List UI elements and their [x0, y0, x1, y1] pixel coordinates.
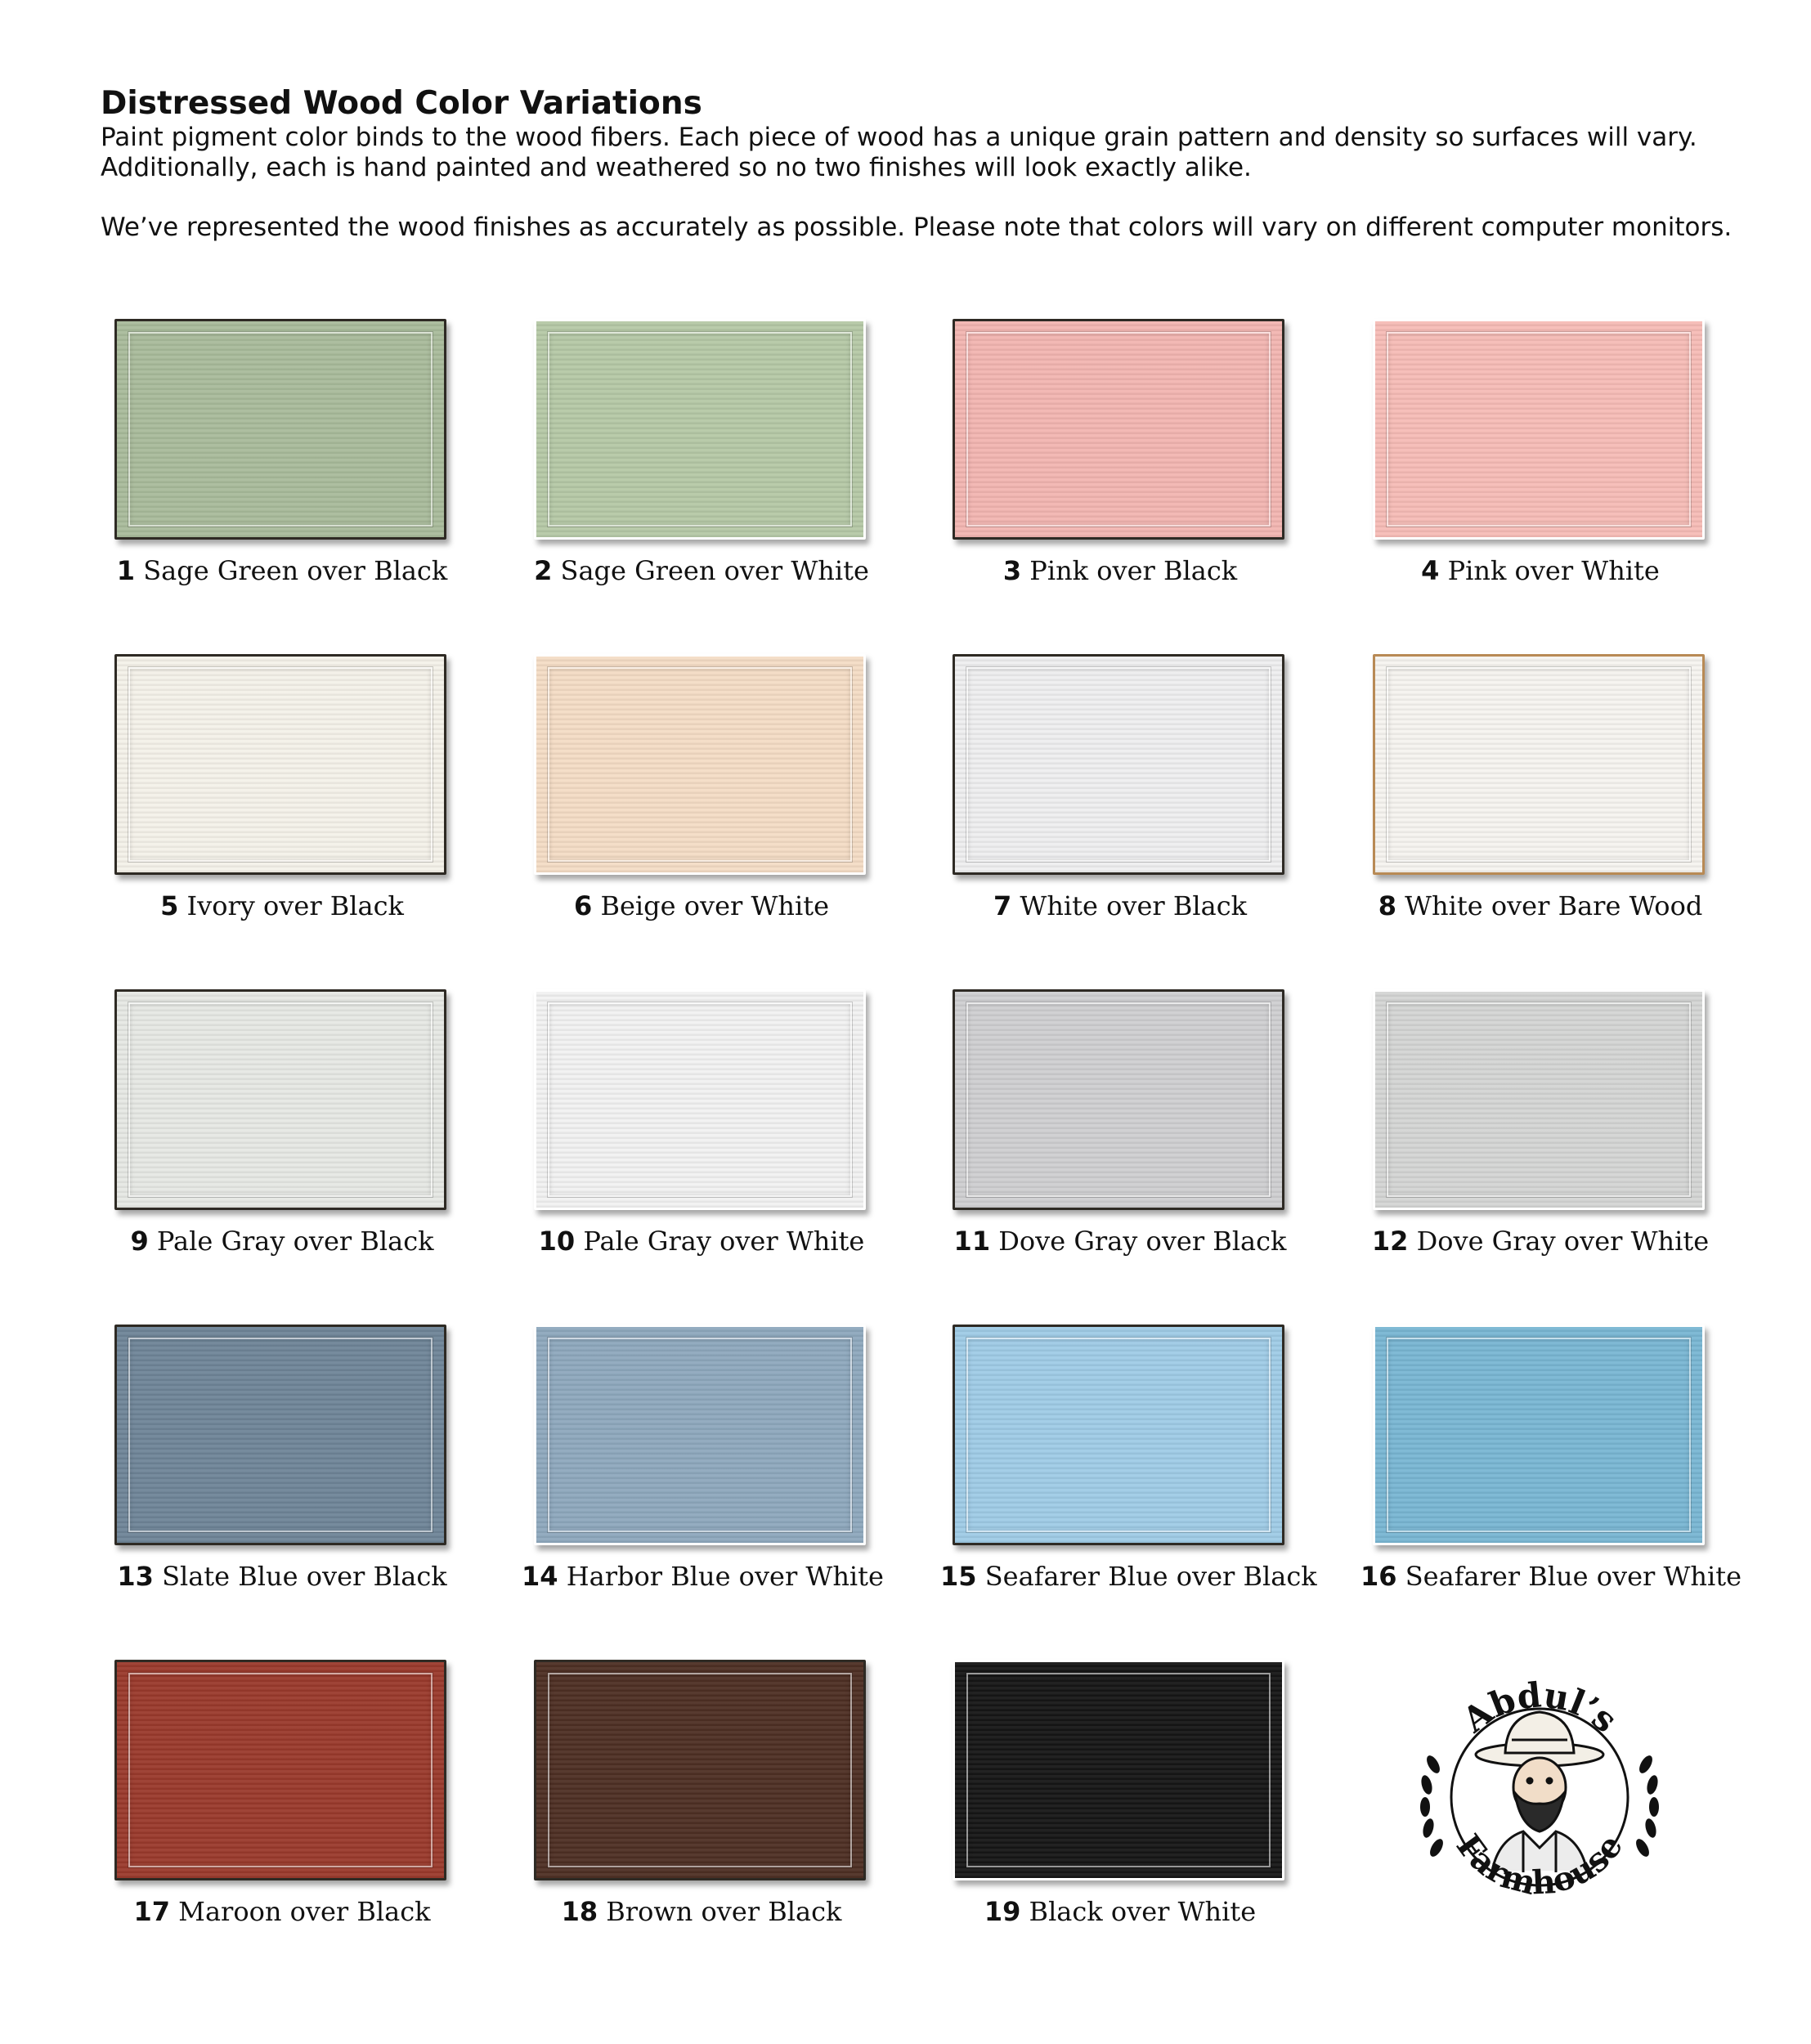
swatch-label [522, 1896, 881, 1927]
swatch-name: Black over White [1029, 1896, 1257, 1927]
swatch-card [102, 1660, 446, 1930]
swatch-number: 2 [534, 555, 553, 586]
swatch-name: Slate Blue over Black [162, 1561, 447, 1592]
swatch-label [522, 555, 881, 586]
swatch-card [102, 1325, 446, 1594]
swatch-name: Pink over White [1447, 555, 1660, 586]
swatch-card [522, 654, 865, 924]
swatch-name: Harbor Blue over White [566, 1561, 884, 1592]
swatch-card [522, 319, 869, 589]
swatch-name: Pink over Black [1029, 555, 1238, 586]
intro-text: Paint pigment color binds to the wood fibers. Each piece of wood has a unique grain pattern and density so surfaces will vary. Additionally, each is hand painted and weathered so no two finishes will look exactly alike. [101, 123, 1697, 182]
swatch-name: Seafarer Blue over White [1405, 1561, 1742, 1592]
swatch-sample [114, 1660, 446, 1880]
swatch-sample [534, 654, 866, 875]
logo-text-ring [1401, 1658, 1679, 1936]
swatch-label [102, 555, 462, 586]
swatch-number: 8 [1378, 890, 1396, 921]
swatch-label [1360, 555, 1720, 586]
swatch-sample [1373, 1325, 1705, 1545]
swatch-label [940, 555, 1300, 586]
swatch-name: White over Black [1020, 890, 1248, 921]
swatch-number: 14 [522, 1561, 558, 1592]
swatch-sample [953, 654, 1284, 875]
disclaimer-text: We’ve represented the wood finishes as accurately as possible. Please note that colors will vary on different computer monitors. [101, 213, 1733, 242]
page-title: Distressed Wood Color Variations [101, 85, 702, 122]
swatch-sample [953, 1660, 1284, 1880]
swatch-card [1360, 319, 1704, 589]
swatch-label [1360, 890, 1720, 921]
swatch-sample [1373, 989, 1705, 1210]
swatch-number: 1 [116, 555, 136, 586]
swatch-name: Dove Gray over White [1416, 1226, 1710, 1257]
swatch-label [522, 1561, 884, 1592]
swatch-number: 4 [1421, 555, 1440, 586]
swatch-number: 9 [130, 1226, 149, 1257]
swatch-number: 13 [117, 1561, 154, 1592]
swatch-sample [114, 319, 446, 540]
swatch-name: Pale Gray over White [583, 1226, 865, 1257]
swatch-sample [534, 989, 866, 1210]
swatch-number: 5 [160, 890, 179, 921]
swatch-card [522, 1325, 884, 1594]
swatch-label [102, 1561, 462, 1592]
swatch-name: White over Bare Wood [1405, 890, 1703, 921]
swatch-sample [953, 989, 1284, 1210]
swatch-sample [534, 1325, 866, 1545]
swatch-card [1360, 654, 1704, 924]
swatch-sample [534, 319, 866, 540]
swatch-name: Ivory over Black [186, 890, 404, 921]
swatch-sample [534, 1660, 866, 1880]
swatch-sample [114, 989, 446, 1210]
swatch-sample [114, 654, 446, 875]
swatch-label [522, 1226, 881, 1257]
swatch-sample [114, 1325, 446, 1545]
swatch-label [940, 1561, 1317, 1592]
swatch-number: 11 [953, 1226, 991, 1257]
swatch-number: 6 [574, 890, 593, 921]
swatch-number: 7 [993, 890, 1012, 921]
swatch-card [940, 654, 1284, 924]
swatch-card [522, 989, 865, 1259]
swatch-card [102, 319, 446, 589]
swatch-card [940, 319, 1284, 589]
swatch-card [1360, 1325, 1742, 1594]
swatch-sample [1373, 319, 1705, 540]
swatch-number: 18 [561, 1896, 598, 1927]
swatch-card [940, 1660, 1284, 1930]
swatch-label [940, 1226, 1300, 1257]
swatch-name: Beige over White [600, 890, 829, 921]
swatch-label [940, 1896, 1300, 1927]
swatch-label [102, 1226, 462, 1257]
swatch-number: 15 [940, 1561, 977, 1592]
logo-top-text: Abdul’s [1455, 1674, 1625, 1741]
swatch-sample [1373, 654, 1705, 875]
swatch-label [1360, 1226, 1720, 1257]
swatch-name: Sage Green over White [560, 555, 869, 586]
swatch-label [1360, 1561, 1742, 1592]
swatch-number: 12 [1371, 1226, 1409, 1257]
swatch-number: 16 [1360, 1561, 1397, 1592]
swatch-label [522, 890, 881, 921]
swatch-card [522, 1660, 865, 1930]
swatch-card [102, 654, 446, 924]
swatch-label [940, 890, 1300, 921]
logo-bottom-text: Farmhouse [1448, 1827, 1631, 1903]
swatch-card [102, 989, 446, 1259]
swatch-card [940, 989, 1287, 1259]
swatch-number: 19 [984, 1896, 1021, 1927]
swatch-name: Maroon over Black [178, 1896, 431, 1927]
swatch-number: 17 [133, 1896, 170, 1927]
brand-logo [1401, 1658, 1679, 1936]
swatch-label [102, 890, 462, 921]
swatch-label [102, 1896, 462, 1927]
swatch-number: 3 [1002, 555, 1022, 586]
swatch-name: Seafarer Blue over Black [984, 1561, 1317, 1592]
swatch-card [940, 1325, 1317, 1594]
swatch-sample [953, 319, 1284, 540]
swatch-name: Sage Green over Black [143, 555, 448, 586]
swatch-number: 10 [538, 1226, 576, 1257]
swatch-card [1360, 989, 1710, 1259]
swatch-name: Dove Gray over Black [998, 1226, 1287, 1257]
swatch-name: Brown over Black [606, 1896, 842, 1927]
swatch-name: Pale Gray over Black [156, 1226, 434, 1257]
swatch-sample [953, 1325, 1284, 1545]
